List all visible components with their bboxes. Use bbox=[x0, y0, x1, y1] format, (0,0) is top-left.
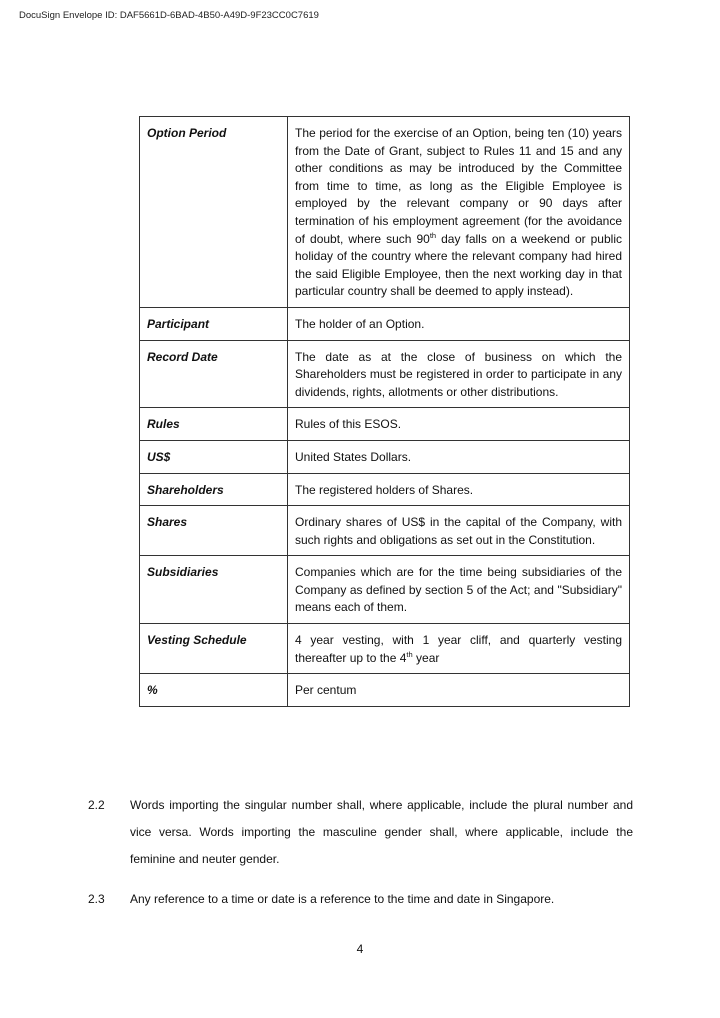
definition-text: day falls on a weekend or public holiday of the country where the relevant company had hired the said Eligible Employee, then the next working day in that particular country shall be deemed to apply instead). bbox=[295, 231, 622, 299]
definitions-table bbox=[139, 116, 630, 707]
table-row bbox=[140, 674, 630, 707]
clause-2-3 bbox=[88, 886, 633, 913]
clause-number: 2.3 bbox=[88, 892, 105, 906]
clause-number: 2.2 bbox=[88, 798, 105, 812]
definition-cell bbox=[288, 624, 630, 674]
term-cell: Subsidiaries bbox=[140, 556, 288, 624]
table-row bbox=[140, 408, 630, 441]
term-cell: US$ bbox=[140, 440, 288, 473]
table-row bbox=[140, 340, 630, 408]
definition-cell: Ordinary shares of US$ in the capital of the Company, with such rights and obligations as set out in the Constitution. bbox=[288, 506, 630, 556]
table-row bbox=[140, 440, 630, 473]
clause-2-2 bbox=[88, 792, 633, 873]
definition-cell: Companies which are for the time being subsidiaries of the Company as defined by section 5 of the Act; and "Subsidiary" means each of them. bbox=[288, 556, 630, 624]
table-row bbox=[140, 556, 630, 624]
term-cell: Shareholders bbox=[140, 473, 288, 506]
term-cell: Shares bbox=[140, 506, 288, 556]
table-row bbox=[140, 506, 630, 556]
table-row bbox=[140, 473, 630, 506]
definition-cell: Per centum bbox=[288, 674, 630, 707]
definition-cell: Rules of this ESOS. bbox=[288, 408, 630, 441]
term-cell: % bbox=[140, 674, 288, 707]
table-row bbox=[140, 624, 630, 674]
definition-text: year bbox=[412, 650, 440, 665]
definition-cell: The registered holders of Shares. bbox=[288, 473, 630, 506]
superscript: th bbox=[406, 649, 413, 659]
term-cell: Vesting Schedule bbox=[140, 624, 288, 674]
table-row bbox=[140, 307, 630, 340]
table-row bbox=[140, 117, 630, 308]
superscript: th bbox=[429, 230, 437, 240]
term-cell: Record Date bbox=[140, 340, 288, 408]
definition-text: 4 year vesting, with 1 year cliff, and quarterly vesting thereafter up to the 4 bbox=[295, 633, 622, 665]
clause-text: Words importing the singular number shall, where applicable, include the plural number and vice versa. Words importing the masculine gender shall, where applicable, include the feminine and neuter gender. bbox=[130, 798, 633, 866]
term-cell: Participant bbox=[140, 307, 288, 340]
definition-cell: The date as at the close of business on which the Shareholders must be registered in order to participate in any dividends, rights, allotments or other distributions. bbox=[288, 340, 630, 408]
term-cell: Rules bbox=[140, 408, 288, 441]
definition-text: The period for the exercise of an Option, being ten (10) years from the Date of Grant, subject to Rules 11 and 15 and any other conditions as may be introduced by the Committee from time to time, as long as the Eligible Employee is employed by the relevant company or 90 days after termination of his employment agreement (for the avoidance of doubt, where such 90 bbox=[295, 126, 622, 246]
term-cell: Option Period bbox=[140, 117, 288, 308]
clause-text: Any reference to a time or date is a reference to the time and date in Singapore. bbox=[130, 892, 555, 906]
definition-cell bbox=[288, 117, 630, 308]
definition-cell: United States Dollars. bbox=[288, 440, 630, 473]
docusign-envelope-id: DocuSign Envelope ID: DAF5661D-6BAD-4B50-A49D-9F23CC0C7619 bbox=[19, 10, 319, 21]
definition-cell: The holder of an Option. bbox=[288, 307, 630, 340]
page-number: 4 bbox=[356, 942, 364, 956]
